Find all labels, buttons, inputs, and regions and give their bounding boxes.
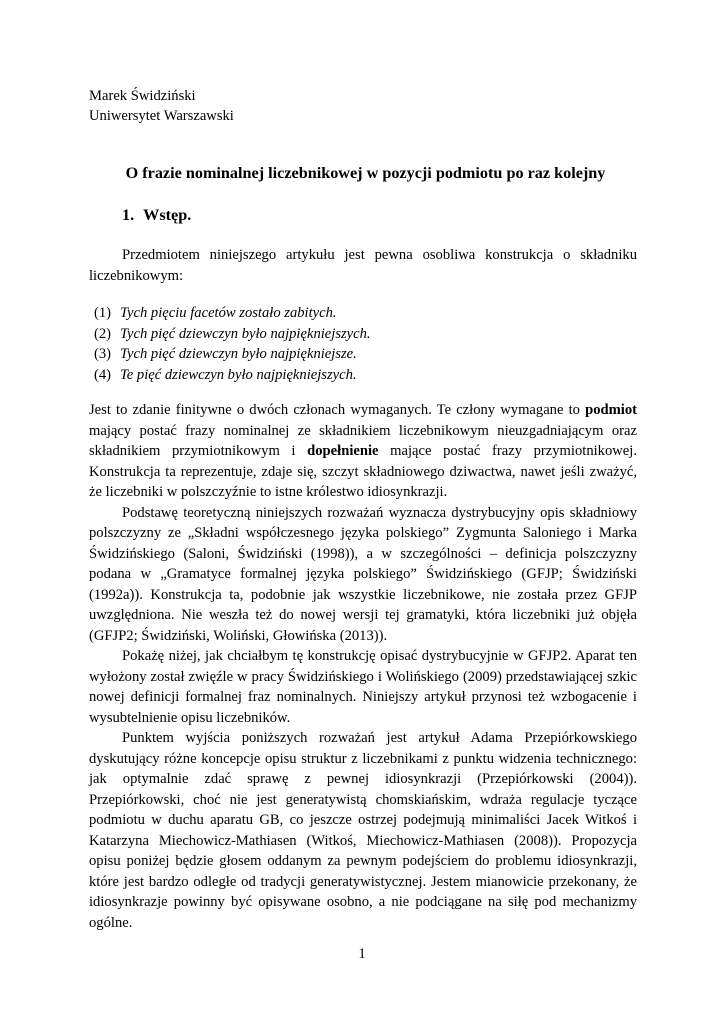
examples-list: [94, 303, 371, 385]
example-number: (3): [94, 346, 112, 362]
example-text: Te pięć dziewczyn było najpiękniejszych.: [120, 366, 357, 383]
paragraph-1-text-a: Jest to zdanie finitywne o dwóch członach wymaganych. Te człony wymagane to: [89, 402, 586, 418]
example-item: [94, 303, 371, 324]
section-number: 1.: [122, 206, 135, 224]
main-text: [89, 400, 637, 933]
paper-title: O frazie nominalnej liczebnikowej w pozycji podmiotu po raz kolejny: [125, 164, 606, 182]
author-block: [89, 86, 234, 126]
section-heading: [122, 204, 191, 226]
paragraph-1-text-e: mające postać frazy przymiotnikowej. Konstrukcja ta reprezentuje, zdaje się, szczyt składniowego dziwactwa, nawet jeśli zważyć, że liczebniki w polszczyźnie to istne królestwo idiosynkrazji.: [89, 443, 637, 500]
paragraph-4: Punktem wyjścia poniższych rozważań jest artykuł Adama Przepiórkowskiego dyskutujący różne koncepcje opisu struktur z liczebnikami z punktu widzenia technicznego: jak optymalnie zdać sprawę z pewnej idiosynkrazji (Przepiórkowski (2004)). Przepiórkowski, choć nie jest generatywistą chomskiańskim, wdraża regulacje tyczące podmiotu w duchu aparatu GB, co jeszcze ostrzej podejmują minimaliści Jacek Witkoś i Katarzyna Miechowicz-Mathiasen (Witkoś, Miechowicz-Mathiasen (2008)). Propozycja opisu poniżej będzie głosem oddanym za pewnym podejściem do problemu idiosynkrazji, które jest bardzo odległe od tradycji generatywistycznej. Jestem mianowicie przekonany, że idiosynkrazje powinny być opisywane osobno, a nie podciągane na siłę pod mechanizmy ogólne.: [89, 730, 637, 931]
intro-block: [89, 245, 637, 286]
example-number: (4): [94, 366, 112, 383]
author-affiliation: Uniwersytet Warszawski: [89, 108, 234, 124]
example-text: Tych pięciu facetów zostało zabitych.: [120, 305, 337, 321]
paragraph-1-text-c: mający postać frazy nominalnej ze składnikiem liczebnikowym nieuzgadniającym oraz składnikiem przymiotnikowym i: [89, 422, 637, 459]
example-item: [94, 344, 371, 365]
section-title: Wstęp.: [143, 206, 192, 224]
term-dopelnienie: dopełnienie: [307, 443, 379, 459]
example-item: [94, 324, 371, 345]
example-text: Tych pięć dziewczyn było najpiękniejszych.: [120, 325, 371, 342]
paragraph-1: [89, 400, 637, 503]
page-number: 1: [358, 946, 366, 962]
example-text: Tych pięć dziewczyn było najpiękniejsze.: [120, 346, 357, 362]
example-number: (1): [94, 305, 112, 321]
term-podmiot: podmiot: [585, 402, 637, 418]
paragraph-2: Podstawę teoretyczną niniejszych rozważań wyznacza dystrybucyjny opis składniowy polszczyzny ze „Składni współczesnego języka polskiego” Zygmunta Saloniego i Marka Świdzińskiego (Saloni, Świdziński (1998)), a w szczególności – definicja polszczyzny podana w „Gramatyce formalnej języka polskiego” Świdzińskiego (GFJP; Świdziński (1992a)). Konstrukcja ta, podobnie jak wszystkie liczebnikowe, nie została przez GFJP uwzględniona. Nie weszła też do nowej wersji tej gramatyki, która liczebniki już objęła (GFJP2; Świdziński, Woliński, Głowińska (2013)).: [89, 504, 637, 644]
author-name: Marek Świdziński: [89, 88, 196, 104]
example-item: [94, 365, 371, 386]
example-number: (2): [94, 325, 112, 342]
paragraph-3: Pokażę niżej, jak chciałbym tę konstrukcję opisać dystrybucyjnie w GFJP2. Aparat ten wyłożony został zwięźle w pracy Świdzińskiego i Wolińskiego (2009) przedstawiającej szkic nowej definicji formalnej fraz nominalnych. Niniejszy artykuł przynosi też wzbogacenie i wysubtelnienie opisu liczebników.: [89, 648, 637, 726]
intro-paragraph: Przedmiotem niniejszego artykułu jest pewna osobliwa konstrukcja o składniku liczebnikowym:: [89, 247, 637, 284]
